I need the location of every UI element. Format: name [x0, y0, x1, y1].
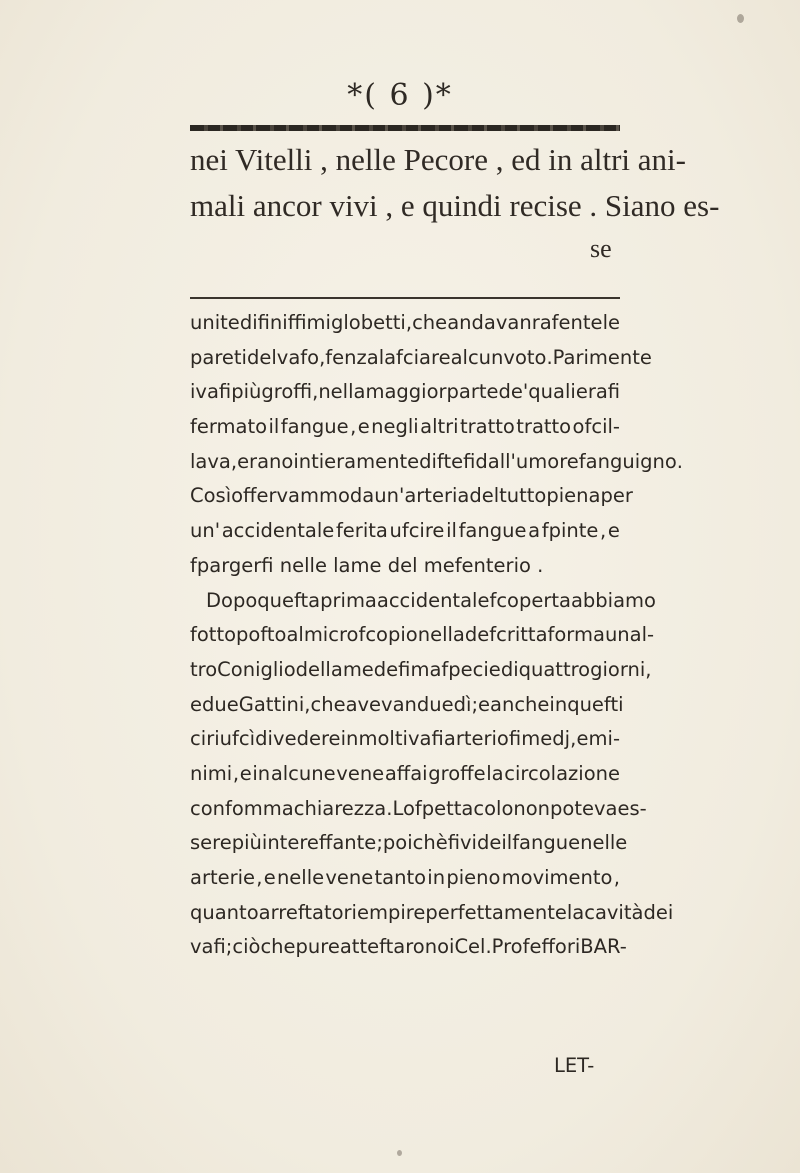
text-line: arterie , e nelle vene tanto in pieno movimento ,	[190, 866, 620, 889]
text-line: tro Coniglio della medefima fpecie di quattro giorni ,	[190, 657, 652, 681]
text-line: sere più intereffante ; poichè fi vide il fangue nelle	[190, 831, 628, 855]
text-line: fottopofto al microfcopio nella defcritta forma un al-	[190, 623, 655, 647]
text-line: vafi ; ciò che pure atteftarono i Cel. Profeffori BAR-	[190, 935, 627, 959]
body-text	[190, 306, 683, 965]
section-rule	[190, 297, 620, 299]
text-line: fermato il fangue , e negli altri tratto tratto ofcil-	[190, 415, 620, 439]
lead-line: nei Vitelli , nelle Pecore , ed in altri ani-	[190, 142, 686, 177]
text-line: i vafi più groffi , nella maggior parte de' quali erafi	[190, 380, 621, 404]
text-line: nimi , e in alcune vene affai groffe la circolazione	[190, 761, 620, 785]
text-line: un' accidentale ferita ufcire il fangue a fpinte , e	[190, 519, 620, 543]
ink-spot	[397, 1150, 402, 1156]
text-line: ci riufcì di vedere in molti vafi arteriofi medj , e mi-	[190, 727, 620, 751]
text-line: lava , erano intieramente diftefi dall' umore fanguigno .	[190, 449, 683, 473]
ink-spot	[737, 14, 744, 23]
text-line: unite di finiffimi globetti , che andavan rafente le	[190, 311, 620, 334]
catchword: LET-	[554, 1054, 595, 1077]
text-line: Dopo quefta prima accidentale fcoperta abbiamo	[206, 588, 656, 612]
text-line: con fomma chiarezza . Lo fpettacolo non poteva es-	[190, 796, 647, 820]
text-line: pareti del vafo , fenza lafciare alcun voto . Parimente	[190, 345, 652, 369]
lead-catchword: se	[590, 234, 612, 263]
text-line: quanto arreftato riempire perfettamente la cavità dei	[190, 900, 674, 924]
page-header: *( 6 )*	[347, 78, 453, 113]
text-line: e due Gattini , che avevan due dì ; e anche in quefti	[190, 692, 624, 716]
text-line: Così offervammo da un' arteria del tutto piena per	[190, 484, 633, 508]
lead-line: mali ancor vivi , e quindi recise . Siano es-	[190, 188, 720, 223]
header-rule	[190, 125, 620, 131]
text-line: fpargerfi nelle lame del mefenterio .	[190, 553, 544, 577]
